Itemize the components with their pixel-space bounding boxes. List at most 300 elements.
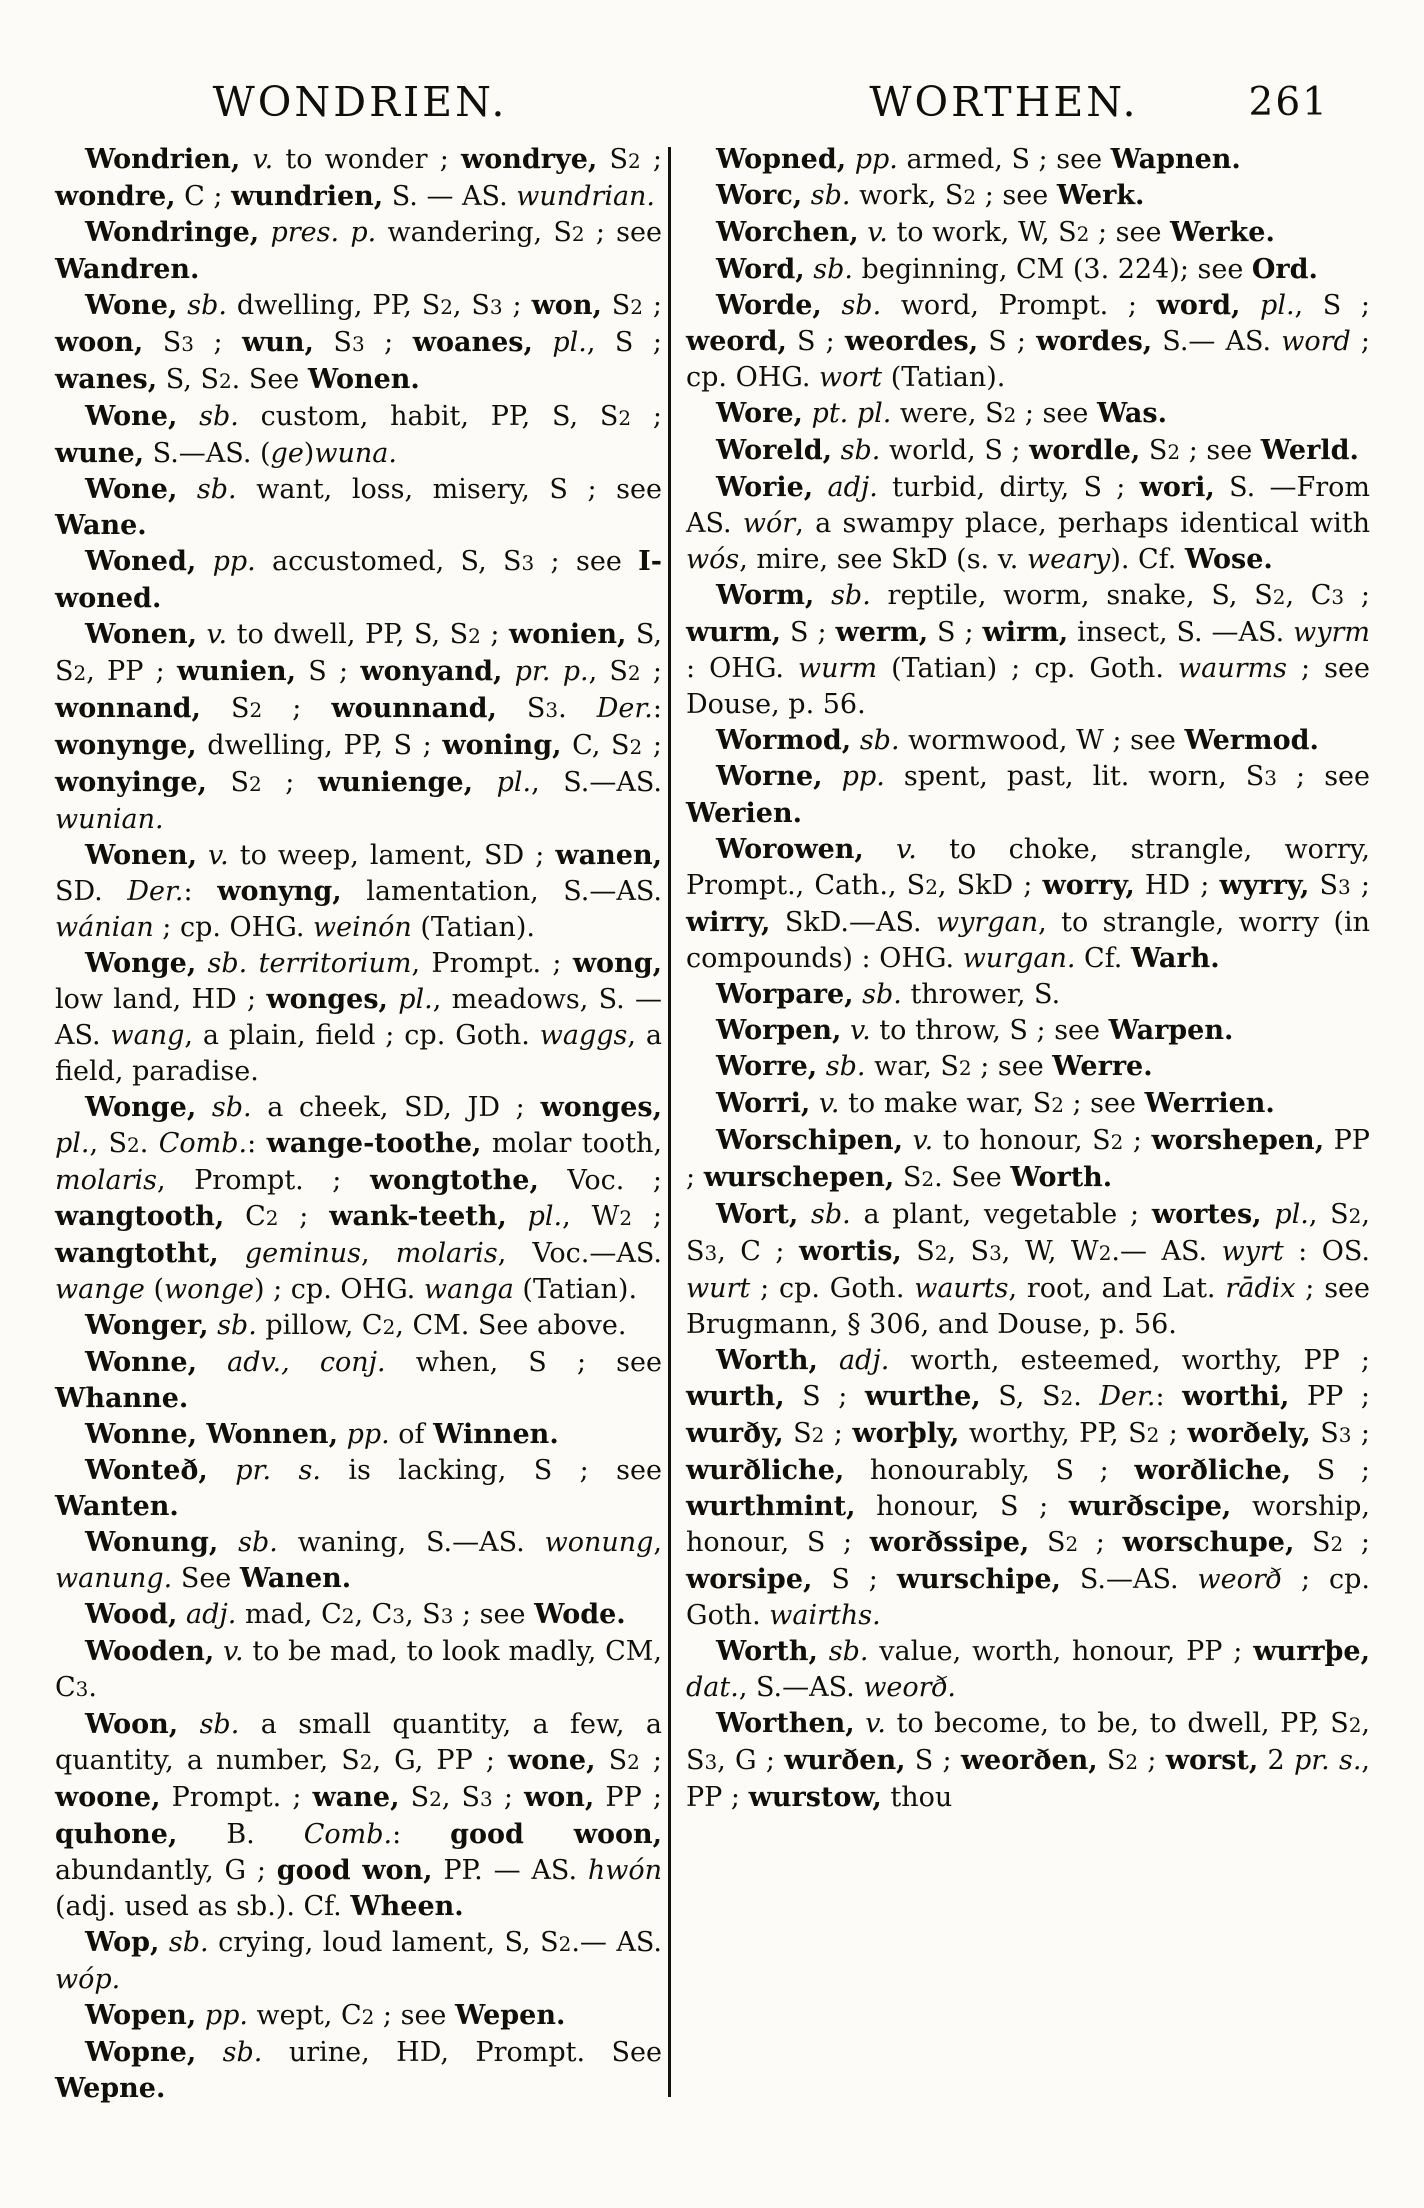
bold-form: wurstow, <box>748 1782 882 1813</box>
siglum-number: 2 <box>558 1932 572 1956</box>
siglum-number: 2 <box>1330 1532 1344 1556</box>
siglum-number: 2 <box>618 406 632 430</box>
dictionary-entry <box>686 215 1370 252</box>
siglum-number: 2 <box>1051 1093 1064 1117</box>
plain-text: S2 ; <box>1294 1527 1370 1558</box>
plain-text <box>196 2000 205 2031</box>
italic-text: sb. <box>825 1051 866 1082</box>
dictionary-entry <box>55 2035 662 2107</box>
plain-text: , mire, see SkD (s. v. <box>739 544 1027 575</box>
plain-text: : <box>652 693 662 724</box>
italic-text: wonung <box>544 1527 654 1558</box>
plain-text: ; cp. Goth. <box>750 1273 915 1304</box>
bold-form: wondrye, <box>461 144 598 175</box>
plain-text: abundantly, G ; <box>55 1855 277 1886</box>
siglum-number: 3 <box>75 1677 89 1701</box>
plain-text: , meadows, S. —AS. <box>55 984 663 1051</box>
headword: Worpare, <box>716 979 854 1010</box>
bold-form: Worth. <box>1010 1162 1113 1193</box>
plain-text <box>208 1455 235 1486</box>
siglum-number: 2 <box>963 185 977 209</box>
headword: Worth, <box>716 1636 818 1667</box>
headword: Worowen, <box>716 834 864 865</box>
bold-form: wank-teeth, <box>329 1201 507 1232</box>
plain-text <box>507 1201 528 1232</box>
plain-text: S ; <box>812 1564 897 1595</box>
italic-text: dat. <box>686 1672 739 1703</box>
italic-text: Der. <box>596 693 653 724</box>
plain-text: honour, S ; <box>855 1491 1069 1522</box>
bold-form: wange-toothe, <box>266 1128 482 1159</box>
italic-text: pp. <box>346 1419 390 1450</box>
siglum-number: 2 <box>571 222 585 246</box>
dictionary-entry <box>55 1345 662 1417</box>
headword: Wonge, <box>85 948 197 979</box>
plain-text: , S.—AS. <box>738 1672 864 1703</box>
bold-form: Wermod. <box>1184 725 1319 756</box>
bold-form: wirry, <box>686 907 771 938</box>
siglum-number: 3 <box>1331 585 1345 609</box>
plain-text: dwelling, PP, S ; <box>196 730 443 761</box>
siglum-number: 3 <box>704 1750 718 1774</box>
bold-form: wunienge, <box>317 767 473 798</box>
plain-text <box>817 1051 826 1082</box>
plain-text <box>818 1345 839 1376</box>
siglum-number: 2 <box>1076 222 1090 246</box>
headword: Worde, <box>716 290 822 321</box>
plain-text: PP ; <box>1289 1381 1370 1412</box>
headword: Wooden, <box>85 1636 215 1667</box>
headword: Worth, <box>716 1345 818 1376</box>
siglum-number: 2 <box>1065 1532 1079 1556</box>
italic-text: adj. <box>186 1599 237 1630</box>
siglum-number: 3 <box>1338 875 1351 899</box>
italic-text: v. <box>896 834 917 865</box>
siglum-number: 2 <box>627 1750 640 1774</box>
plain-text: were, S2 ; see <box>891 398 1097 429</box>
italic-text: wór <box>742 508 796 539</box>
siglum-number: 2 <box>1272 585 1286 609</box>
siglum-number: 2 <box>1110 1130 1124 1154</box>
bold-form: Winnen. <box>433 1419 559 1450</box>
italic-text: wurt <box>686 1273 751 1304</box>
plain-text: S2 ; <box>206 767 318 798</box>
bold-form: worþly, <box>852 1418 960 1449</box>
plain-text: S. — AS. <box>383 181 517 212</box>
bold-form: wonges, <box>540 1092 662 1123</box>
plain-text: PP ; <box>594 1782 662 1813</box>
headword: Woon, <box>85 1709 179 1740</box>
italic-text: sb. <box>813 254 853 285</box>
plain-text <box>533 327 552 358</box>
bold-form: good woon, <box>450 1819 662 1850</box>
plain-text <box>846 144 855 175</box>
headword: Worie, <box>716 472 814 503</box>
plain-text: worthy, PP, S2 ; <box>959 1418 1188 1449</box>
plain-text: honourably, S ; <box>844 1455 1135 1486</box>
bold-form: wurðy, <box>686 1418 784 1449</box>
plain-text: , PP ; <box>686 1745 1371 1813</box>
plain-text <box>219 1238 245 1269</box>
italic-text: sb. <box>222 2037 263 2068</box>
italic-text: wairths. <box>769 1600 881 1631</box>
siglum-number: 3 <box>521 551 535 575</box>
bold-form: Wepen. <box>455 2000 566 2031</box>
bold-form: Werrien. <box>1144 1088 1275 1119</box>
siglum-number: 3 <box>489 295 503 319</box>
plain-text: of <box>389 1419 434 1450</box>
headword: Wonen, <box>85 619 197 650</box>
italic-text: wange <box>55 1274 145 1305</box>
headword: Wonen, <box>85 840 197 871</box>
italic-text: pl. <box>1260 290 1295 321</box>
bold-form: wongtothe, <box>369 1165 539 1196</box>
plain-text: to choke, strangle, worry, Prompt., Cath., S2, SkD ; <box>686 834 1370 901</box>
plain-text: wept, C2 ; see <box>247 2000 455 2031</box>
bold-form: wonyng, <box>217 876 342 907</box>
siglum-number: 2 <box>218 369 232 393</box>
siglum-number: 2 <box>249 772 262 796</box>
italic-text: v. <box>850 1015 871 1046</box>
plain-text: , a field, paradise. <box>55 1020 662 1087</box>
plain-text <box>196 948 207 979</box>
italic-text: v. <box>912 1125 934 1156</box>
bold-form: Wheen. <box>350 1891 464 1922</box>
bold-form: wurðscipe, <box>1068 1491 1232 1522</box>
siglum-number: 2 <box>382 1315 396 1339</box>
plain-text: , root, and Lat. <box>1008 1273 1226 1304</box>
bold-form: wun, <box>242 327 314 358</box>
plain-text <box>832 435 841 466</box>
italic-text: sb. <box>196 474 237 505</box>
plain-text: S ; <box>978 326 1037 357</box>
plain-text: S ; <box>786 326 845 357</box>
plain-text <box>214 1636 223 1667</box>
bold-form: word, <box>1156 290 1241 321</box>
bold-form: wortis, <box>798 1236 902 1267</box>
bold-form: Wepne. <box>55 2073 166 2104</box>
headword: Wore, <box>716 398 803 429</box>
plain-text: S2, S3, W, W2.— AS. <box>901 1236 1222 1267</box>
headword: Wonne, <box>85 1347 197 1378</box>
italic-text: wort <box>819 362 883 393</box>
column-divider-rule <box>668 147 671 2097</box>
plain-text: , Prompt. ; <box>411 948 573 979</box>
dictionary-entry <box>55 142 662 215</box>
siglum-number: 3 <box>989 1241 1002 1265</box>
italic-text: wanga <box>423 1274 514 1305</box>
bold-form: Werld. <box>1260 435 1359 466</box>
bold-form: worst, <box>1165 1745 1259 1776</box>
bold-form: wordes, <box>1036 326 1153 357</box>
plain-text: wormwood, W ; see <box>899 725 1185 756</box>
siglum-number: 3 <box>545 698 559 722</box>
plain-text: , S.—AS. <box>531 767 662 798</box>
right-column <box>686 142 1370 1816</box>
plain-text: urine, HD, Prompt. See <box>262 2037 662 2068</box>
plain-text: , W2 ; <box>562 1201 662 1232</box>
bold-form: Whanne. <box>55 1383 189 1414</box>
headword: Worpen, <box>716 1015 842 1046</box>
plain-text: thrower, S. <box>901 979 1061 1010</box>
plain-text: S3 ; <box>1309 870 1370 901</box>
plain-text: , a plain, field ; cp. Goth. <box>184 1020 540 1051</box>
siglum-number: 2 <box>627 149 641 173</box>
siglum-number: 2 <box>1003 403 1017 427</box>
bold-form: wanes, <box>55 364 158 395</box>
dictionary-entry <box>686 1123 1370 1197</box>
plain-text: world, S ; <box>880 435 1030 466</box>
italic-text: weorð. <box>863 1672 956 1703</box>
italic-text: pp. <box>854 144 898 175</box>
plain-text: (Tatian). <box>882 362 1006 393</box>
italic-text: sb. <box>238 1527 278 1558</box>
plain-text: (Tatian). <box>411 912 535 943</box>
plain-text: C, S2 ; <box>561 730 662 761</box>
headword: Worre, <box>716 1051 818 1082</box>
plain-text: , Voc.—AS. <box>497 1238 662 1269</box>
headword: Wonger, <box>85 1310 209 1341</box>
bold-form: wunien, <box>177 656 296 687</box>
plain-text: ; cp. OHG. <box>686 326 1371 393</box>
plain-text: to wonder ; <box>273 144 462 175</box>
bold-form: Werre. <box>1052 1051 1153 1082</box>
plain-text: dwelling, PP, S2, S3 ; <box>227 290 532 321</box>
bold-form: wurðliche, <box>686 1455 845 1486</box>
italic-text: v. <box>208 840 229 871</box>
bold-form: wurðen, <box>784 1745 906 1776</box>
bold-form: won, <box>531 290 602 321</box>
dictionary-entry <box>686 433 1370 470</box>
plain-text <box>218 1527 238 1558</box>
bold-form: wonyand, <box>360 656 503 687</box>
plain-text: custom, habit, PP, S, S2 ; <box>238 401 662 432</box>
bold-form: wone, <box>508 1745 596 1776</box>
bold-form: wurth, <box>686 1381 785 1412</box>
dictionary-entry <box>55 1525 662 1597</box>
plain-text: to become, to be, to dwell, PP, S2, S3, G ; <box>686 1708 1370 1776</box>
dictionary-entry <box>55 1634 662 1707</box>
plain-text <box>208 1310 217 1341</box>
plain-text: to weep, lament, SD ; <box>228 840 556 871</box>
plain-text: , a swampy place, perhaps identical with <box>795 508 1370 539</box>
italic-text: wós <box>686 544 740 575</box>
italic-text: word <box>1281 326 1351 357</box>
headword: Wonteð, <box>85 1455 208 1486</box>
siglum-number: 2 <box>958 1056 972 1080</box>
plain-text <box>851 725 860 756</box>
plain-text: S.—AS. ( <box>144 438 271 469</box>
italic-text: wanung. <box>55 1563 173 1594</box>
plain-text: , to strangle, worry (in compounds) : OHG. <box>686 907 1371 974</box>
bold-form: wurschepen, <box>703 1162 895 1193</box>
siglum-number: 3 <box>351 332 365 356</box>
plain-text: S2 ; <box>1097 1745 1166 1776</box>
bold-form: wondre, <box>55 181 176 212</box>
siglum-number: 2 <box>265 1206 279 1230</box>
headword: Wone, <box>85 474 178 505</box>
headword: Wondringe, <box>85 217 260 248</box>
italic-text: Comb. <box>303 1819 393 1850</box>
plain-text: (Tatian) ; cp. Goth. <box>877 653 1179 684</box>
plain-text: to work, W, S2 ; see <box>887 217 1171 248</box>
plain-text: ) ; cp. OHG. <box>254 1274 424 1305</box>
plain-text: to dwell, PP, S, S2 ; <box>227 619 509 650</box>
plain-text <box>818 1636 829 1667</box>
plain-text: S3 ; <box>313 327 413 358</box>
headword: Wonge, <box>85 1092 197 1123</box>
siglum-number: 2 <box>1125 1750 1139 1774</box>
bold-form: wanen, <box>555 840 662 871</box>
plain-text: S2 ; <box>1029 1527 1123 1558</box>
italic-text: sb. <box>831 580 871 611</box>
plain-text: S, S2, PP ; <box>55 619 662 687</box>
plain-text: S2 ; <box>601 290 662 321</box>
dictionary-entry <box>686 578 1370 723</box>
plain-text <box>177 290 187 321</box>
italic-text: Der. <box>1099 1381 1156 1412</box>
italic-text: pr. p. <box>514 656 589 687</box>
plain-text: S. —From AS. <box>686 472 1370 539</box>
italic-text: sb. <box>841 290 882 321</box>
page-number: 261 <box>1248 80 1329 125</box>
siglum-number: 2 <box>361 2005 375 2029</box>
plain-text: : OS. <box>1283 1236 1370 1267</box>
dictionary-entry <box>686 1706 1370 1816</box>
running-head-left: WONDRIEN. <box>212 78 508 126</box>
siglum-number: 2 <box>1146 1423 1160 1447</box>
plain-text: S ; <box>1291 1455 1370 1486</box>
dictionary-entry <box>55 946 662 1090</box>
dictionary-entry <box>55 1308 662 1345</box>
plain-text <box>197 1347 227 1378</box>
siglum-number: 2 <box>1348 1713 1362 1737</box>
dictionary-entry <box>55 1090 662 1308</box>
bold-form: wounnand, <box>331 693 497 724</box>
plain-text <box>240 144 252 175</box>
italic-text: waurms <box>1178 653 1287 684</box>
italic-text: rādix <box>1225 1273 1296 1304</box>
bold-form: wonges, <box>266 984 388 1015</box>
plain-text <box>803 398 812 429</box>
italic-text: sb. <box>211 1092 252 1123</box>
plain-text: Cf. <box>1075 943 1131 974</box>
plain-text: want, loss, misery, S ; see <box>236 474 662 505</box>
plain-text: pillow, C2, CM. See above. <box>256 1310 627 1341</box>
plain-text: to honour, S2 ; <box>933 1125 1152 1156</box>
plain-text <box>805 254 814 285</box>
italic-text: weorð <box>1197 1564 1283 1595</box>
bold-form: wonnand, <box>55 693 201 724</box>
siglum-number: 3 <box>392 1604 406 1628</box>
bold-form: wurrþe, <box>1253 1636 1370 1667</box>
dictionary-entry <box>55 1925 662 1998</box>
dictionary-entry <box>55 472 662 544</box>
bold-form: wune, <box>55 438 145 469</box>
running-head-right: WORTHEN. <box>869 78 1139 126</box>
plain-text: ; cp. OHG. <box>153 912 314 943</box>
bold-form: Warh. <box>1130 943 1220 974</box>
plain-text: S ; <box>784 1381 865 1412</box>
headword: Wopned, <box>716 144 847 175</box>
plain-text: ( <box>144 1274 164 1305</box>
bold-form: wonynge, <box>55 730 197 761</box>
plain-text <box>177 1599 186 1630</box>
plain-text <box>854 979 863 1010</box>
italic-text: sb. <box>862 979 902 1010</box>
siglum-number: 2 <box>73 661 87 685</box>
headword: Wormod, <box>716 725 852 756</box>
bold-form: wurthe, <box>864 1381 981 1412</box>
plain-text: to throw, S ; see <box>870 1015 1109 1046</box>
headword: Word, <box>716 254 805 285</box>
plain-text: waning, S.—AS. <box>277 1527 545 1558</box>
plain-text: , <box>360 1238 396 1269</box>
plain-text: PP. — AS. <box>432 1855 588 1886</box>
plain-text: C2 ; <box>224 1201 330 1232</box>
plain-text: spent, past, lit. worn, S3 ; see <box>884 761 1371 792</box>
plain-text: a small quantity, a few, a quantity, a number, S2, G, PP ; <box>55 1709 662 1776</box>
italic-text: pl. <box>496 767 532 798</box>
dictionary-entry <box>55 617 662 838</box>
plain-text: ). Cf. <box>1110 544 1185 575</box>
headword: Worne, <box>716 761 823 792</box>
italic-text: pl. <box>55 1128 90 1159</box>
italic-text: ge <box>270 438 304 469</box>
plain-text: S3 ; <box>143 327 243 358</box>
plain-text: thou <box>881 1782 953 1813</box>
italic-text: pp. <box>841 761 885 792</box>
italic-text: Comb. <box>158 1128 248 1159</box>
plain-text <box>502 656 514 687</box>
italic-text: sb. <box>168 1927 209 1958</box>
plain-text: worth, esteemed, worthy, PP ; <box>889 1345 1370 1376</box>
italic-text: pl. <box>1274 1199 1309 1230</box>
italic-text: v. <box>206 619 228 650</box>
siglum-number: 2 <box>921 1167 935 1191</box>
italic-text: adv., conj. <box>227 1347 386 1378</box>
plain-text: reptile, worm, snake, S, S2, C3 ; <box>870 580 1370 611</box>
bold-form: weord, <box>686 326 787 357</box>
bold-form: won, <box>524 1782 595 1813</box>
plain-text: , S2. <box>89 1128 159 1159</box>
italic-text: geminus <box>244 1238 361 1269</box>
dictionary-entry <box>55 1453 662 1525</box>
plain-text: C ; <box>175 181 232 212</box>
bold-form: wurm, <box>686 617 782 648</box>
plain-text: S, S2. See <box>157 364 308 395</box>
italic-text: v. <box>865 1708 886 1739</box>
plain-text: S ; <box>295 656 361 687</box>
plain-text <box>197 840 208 871</box>
dictionary-entry <box>55 215 662 288</box>
plain-text: armed, S ; see <box>897 144 1111 175</box>
siglum-number: 2 <box>1060 1386 1074 1410</box>
dictionary-entry <box>686 723 1370 759</box>
plain-text <box>802 180 811 211</box>
bold-form: Wapnen. <box>1110 144 1241 175</box>
italic-text: wang <box>110 1020 185 1051</box>
dictionary-entry <box>55 838 662 946</box>
dictionary-entry <box>686 1049 1370 1086</box>
italic-text: wonge <box>163 1274 255 1305</box>
siglum-number: 3 <box>1264 766 1277 790</box>
dictionary-entry <box>686 1013 1370 1049</box>
italic-text: pp. <box>204 2000 248 2031</box>
headword: Wone, <box>85 401 178 432</box>
plain-text: ) <box>303 438 315 469</box>
plain-text: (adj. used as sb.). Cf. <box>55 1891 351 1922</box>
